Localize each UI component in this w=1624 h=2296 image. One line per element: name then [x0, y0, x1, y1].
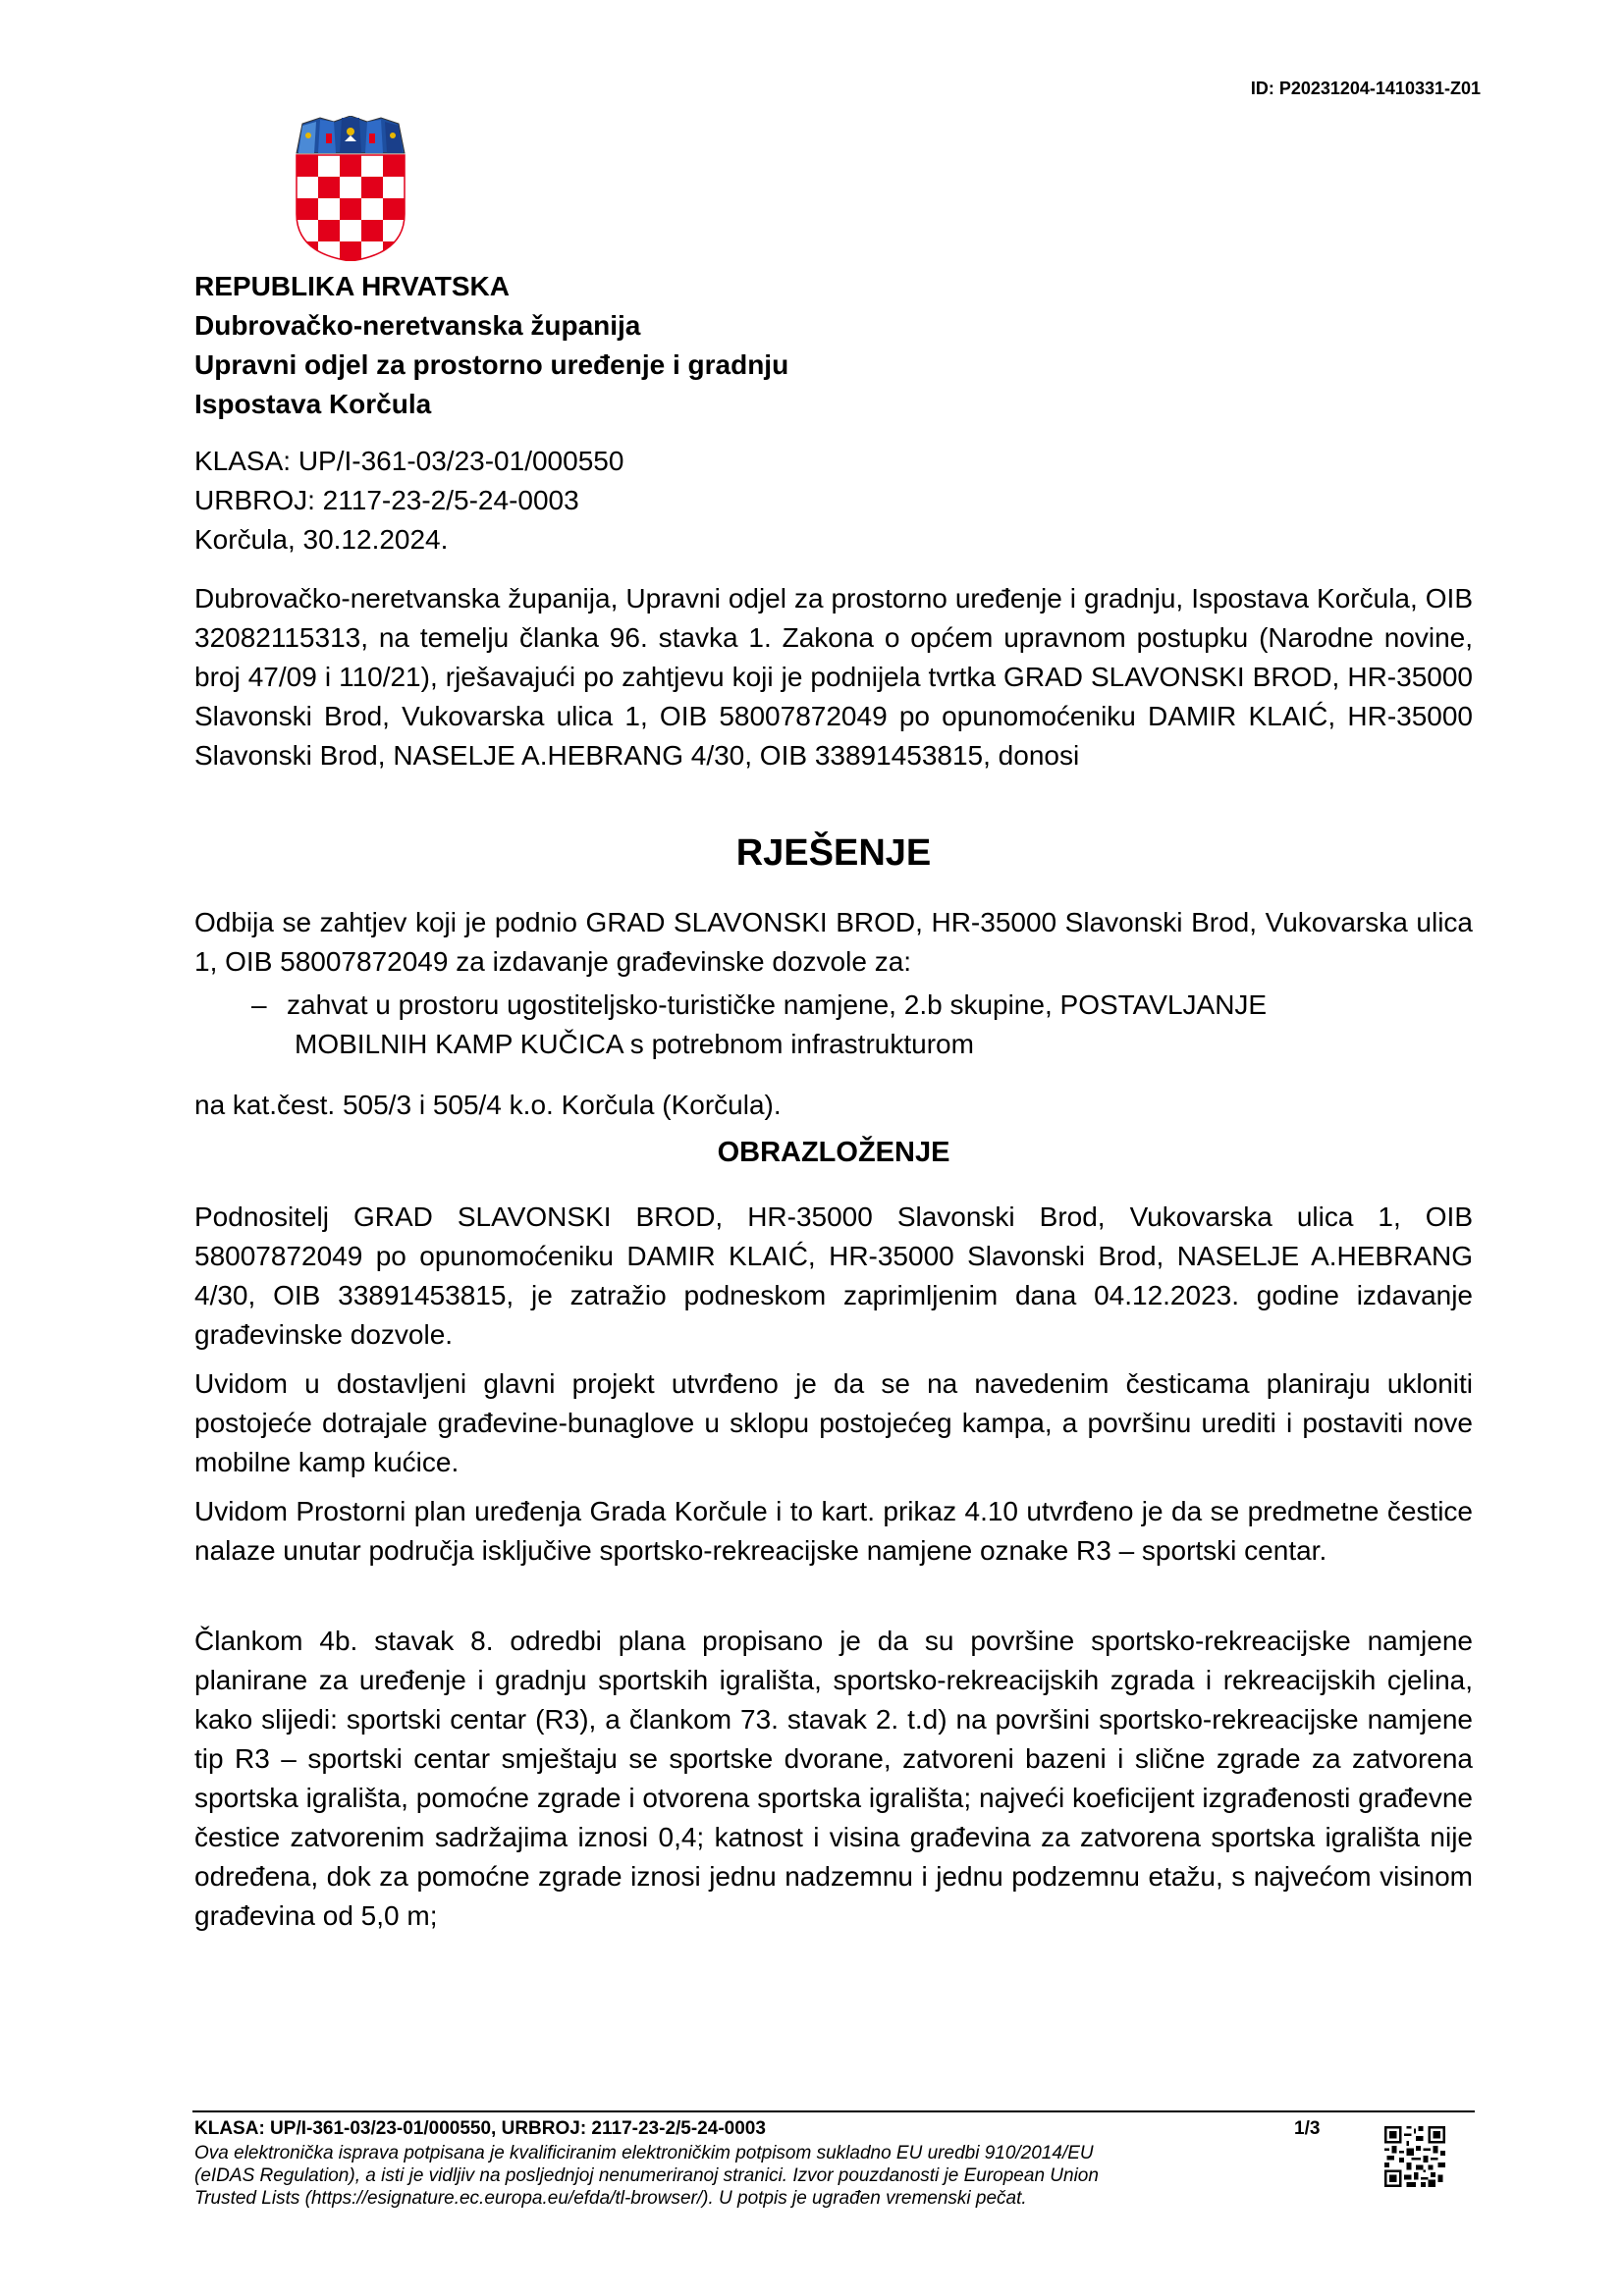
page-number: 1/3 — [1294, 2118, 1321, 2139]
intro-paragraph: Dubrovačko-neretvanska županija, Upravni odjel za prostorno uređenje i gradnju, Ispostava Korčula, OIB 32082115313, na temelju članka 96. stavka 1. Zakona o općem upravnom postupku (Narodne novine, broj 47/09 i 110/21), rješavajući po zahtjevu koji je podnijela tvrtka GRAD SLAVONSKI BROD, HR-35000 Slavonski Brod, Vukovarska ulica 1, OIB 58007872049 po opunomoćeniku DAMIR KLAIĆ, HR-35000 Slavonski Brod, NASELJE A.HEBRANG 4/30, OIB 33891453815, donosi — [194, 583, 1473, 771]
signature-note-line-1: Ova elektronička isprava potpisana je kvalificiranim elektroničkim potpisom sukladno EU uredbi 910/2014/EU — [194, 2143, 1094, 2163]
qr-code-icon — [1384, 2126, 1445, 2187]
coat-of-arms-icon — [293, 116, 408, 261]
reasoning-paragraph-4: Člankom 4b. stavak 8. odredbi plana propisano je da su površine sportsko-rekreacijske namjene planirane za uređenje i gradnju sportskih igrališta, sportsko-rekreacijskih zgrada i rekreacijskih cjelina, kako slijedi: sportski centar (R3), a člankom 73. stavak 2. t.d) na površini sportsko-rekreacijske namjene tip R3 – sportski centar smještaju se sportske dvorane, zatvoreni bazeni i slične zgrade za zatvorena sportska igrališta, pomoćne zgrade i otvorena sportska igrališta; najveći koeficijent izgrađenosti građevne čestice zatvorenim sadržajima iznosi 0,4; katnost i visina građevina za zatvorena sportska igrališta nije određena, dok za pomoćne zgrade iznosi jednu nadzemnu i jednu podzemnu etažu, s najvećom visinom građevina od 5,0 m; — [194, 1626, 1473, 1931]
issuer-header — [194, 267, 1471, 424]
reasoning-paragraph-3: Uvidom Prostorni plan uređenja Grada Korčule i to kart. prikaz 4.10 utvrđeno je da se predmetne čestice nalaze unutar područja isključive sportsko-rekreacijske namjene oznake R3 – sportski centar. — [194, 1496, 1473, 1566]
reasoning-title: OBRAZLOŽENJE — [717, 1137, 950, 1168]
bullet-line-1: zahvat u prostoru ugostiteljsko-turističke namjene, 2.b skupine, POSTAVLJANJE — [287, 989, 1268, 1020]
reasoning-paragraph-1: Podnositelj GRAD SLAVONSKI BROD, HR-35000 Slavonski Brod, Vukovarska ulica 1, OIB 58007872049 po opunomoćeniku DAMIR KLAIĆ, HR-35000 Slavonski Brod, NASELJE A.HEBRANG 4/30, OIB 33891453815, je zatražio podneskom zaprimljenim dana 04.12.2023. godine izdavanje građevinske dozvole. — [194, 1201, 1473, 1350]
reasoning-paragraph-2: Uvidom u dostavljeni glavni projekt utvrđeno je da se na navedenim česticama planiraju ukloniti postojeće dotrajale građevine-bunaglove u sklopu postojećeg kampa, a površinu urediti i postaviti nove mobilne kamp kućice. — [194, 1368, 1473, 1477]
footer-divider — [192, 2110, 1475, 2112]
signature-note-line-2: (eIDAS Regulation), a isti je vidljiv na posljednjoj nenumeriranoj stranici. Izvor pouzdanosti je European Union — [194, 2165, 1099, 2186]
bullet-dash: – — [251, 989, 267, 1020]
header-county: Dubrovačko-neretvanska županija — [194, 310, 641, 341]
header-country: REPUBLIKA HRVATSKA — [194, 271, 510, 301]
reference-block — [194, 442, 623, 560]
bullet-text — [287, 986, 1465, 1064]
parcel-line: na kat.čest. 505/3 i 505/4 k.o. Korčula (Korčula). — [194, 1090, 782, 1120]
decision-title: RJEŠENJE — [735, 832, 932, 874]
bullet-line-2: MOBILNIH KAMP KUČICA s potrebnom infrastrukturom — [295, 1029, 974, 1059]
coat-crown — [297, 116, 405, 153]
decision-paragraph: Odbija se zahtjev koji je podnio GRAD SLAVONSKI BROD, HR-35000 Slavonski Brod, Vukovarska ulica 1, OIB 58007872049 za izdavanje građevinske dozvole za: — [194, 907, 1473, 977]
document-id: ID: P20231204-1410331-Z01 — [1250, 79, 1481, 98]
place-date: Korčula, 30.12.2024. — [194, 524, 449, 555]
header-office: Ispostava Korčula — [194, 389, 432, 419]
urbroj: URBROJ: 2117-23-2/5-24-0003 — [194, 485, 579, 515]
header-department: Upravni odjel za prostorno uređenje i gradnju — [194, 349, 789, 380]
footer-reference: KLASA: UP/I-361-03/23-01/000550, URBROJ: 2117-23-2/5-24-0003 — [194, 2118, 766, 2139]
signature-note-line-3: Trusted Lists (https://esignature.ec.europa.eu/efda/tl-browser/). U potpis je ugrađen vremenski pečat. — [194, 2188, 1027, 2209]
coat-shield — [297, 155, 405, 261]
signature-note — [194, 2142, 1284, 2210]
klasa: KLASA: UP/I-361-03/23-01/000550 — [194, 446, 624, 476]
